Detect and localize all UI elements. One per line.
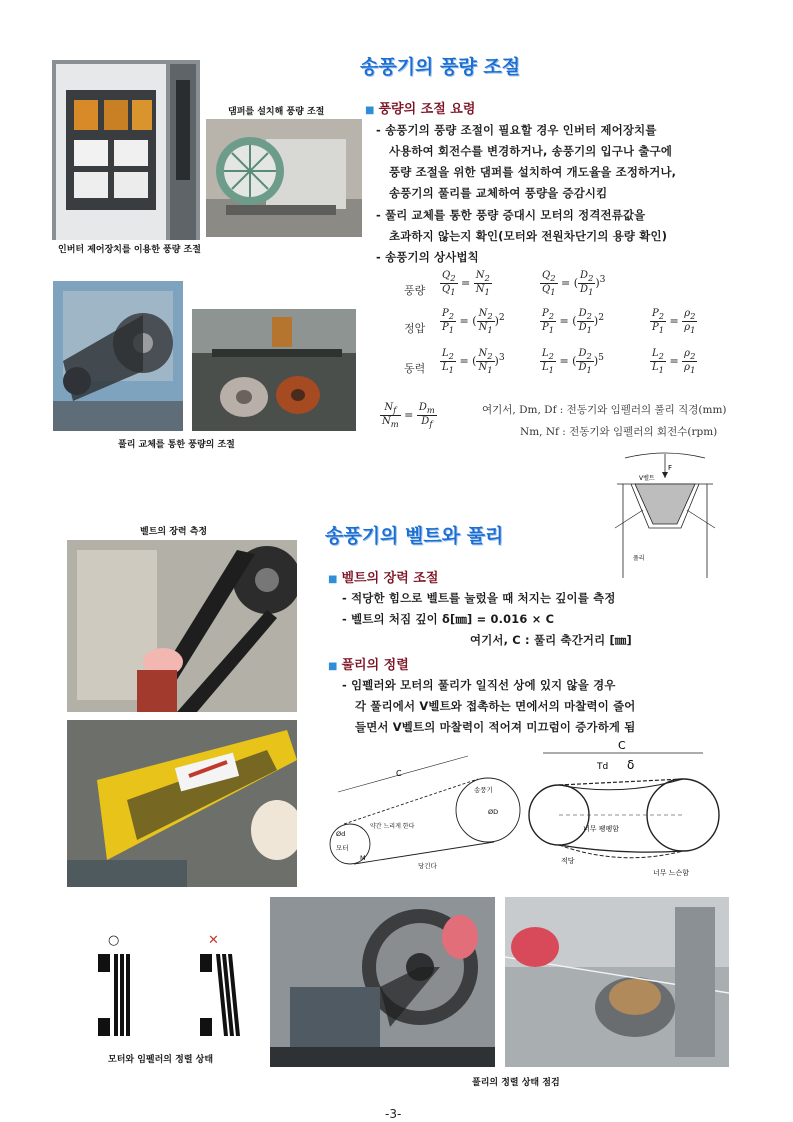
formula-pressure-d: $\frac{P_2}{P_1}$ = ( $\frac{D_2}{D_1}$ )$^2$ xyxy=(542,308,605,335)
section2-title: 송풍기의 벨트와 풀리 xyxy=(325,525,504,547)
airflow-line-3: 풍량 조절을 위한 댐퍼를 설치하여 개도율을 조정하거나, xyxy=(389,165,677,179)
pulley-caption: 풀리 교체를 통한 풍량의 조절 xyxy=(118,440,235,450)
fan-label: 송풍기 xyxy=(474,786,493,794)
formula-power-n: $\frac{L_2}{L_1}$ = ( $\frac{N_2}{N_1}$ )$^3$ xyxy=(442,348,505,375)
formula-pressure-n: $\frac{P_2}{P_1}$ = ( $\frac{N_2}{N_1}$ )$^2$ xyxy=(442,308,505,335)
tension-caption: 벨트의 장력 측정 xyxy=(140,527,208,537)
pulley-parts-photo xyxy=(192,309,356,431)
heading-belt-tension: ■ 벨트의 장력 조절 xyxy=(328,571,439,586)
airflow-line-7: - 송풍기의 상사법칙 xyxy=(376,250,479,264)
formula-flow-n: $\frac{Q_2}{Q_1}$ = $\frac{N_2}{N_1}$ xyxy=(442,270,490,297)
formula-power-d: $\frac{L_2}{L_1}$ = ( $\frac{D_2}{D_1}$ )$^5$ xyxy=(542,348,604,375)
formula-note-2: Nm, Nf : 전동기와 임펠러의 회전수(rpm) xyxy=(520,426,718,438)
belt-sag-diagram xyxy=(523,737,728,880)
tension-line-2: - 벨트의 처짐 깊이 δ[㎜] = 0.016 × C xyxy=(342,612,555,626)
formula-pressure-rho: $\frac{P_2}{P_1}$ = $\frac{\rho_2}{\rho_1}$ xyxy=(652,308,696,335)
alignment-line-1: - 임펠러와 모터의 풀리가 일직선 상에 있지 않을 경우 xyxy=(342,678,616,692)
law-label-pressure: 정압 xyxy=(404,322,426,335)
motor-M-label: M xyxy=(360,854,366,862)
pulley-label: 풀리 xyxy=(633,555,645,562)
heading-pulley-alignment: ■ 풀리의 정렬 xyxy=(328,658,409,673)
belt-tension-photo xyxy=(67,540,297,712)
motor-diameter-label: Ød xyxy=(336,830,346,838)
formula-speed-ratio: $\frac{N_f}{N_m}$ = $\frac{D_m}{D_f}$ xyxy=(382,402,435,429)
alignment-line-3: 들면서 V벨트의 마찰력이 적어져 미끄럼이 증가하게 됨 xyxy=(355,720,636,734)
formula-note-1: 여기서, Dm, Df : 전동기와 임펠러의 풀리 직경(mm) xyxy=(482,404,727,416)
inverter-caption: 인버터 제어장치를 이용한 풍량 조절 xyxy=(58,245,201,255)
airflow-line-6: 초과하지 않는지 확인(모터와 전원차단기의 용량 확인) xyxy=(389,229,668,243)
slight-label: 약간 느리게 한다 xyxy=(370,823,415,830)
airflow-line-1: - 송풍기의 풍량 조절이 필요할 경우 인버터 제어장치를 xyxy=(376,123,657,137)
airflow-line-2: 사용하여 회전수를 변경하거나, 송풍기의 입구나 출구에 xyxy=(389,144,673,158)
page-number: -3- xyxy=(385,1107,402,1121)
alignment-line-2: 각 풀리에서 V벨트와 접촉하는 면에서의 마찰력이 줄어 xyxy=(355,699,636,713)
airflow-line-5: - 풀리 교체를 통한 풍량 증대시 모터의 정격전류값을 xyxy=(376,208,646,222)
pulley-layout-diagram xyxy=(318,752,523,880)
heading-airflow-method: ■ 풍량의 조절 요령 xyxy=(365,102,476,117)
loose-label: 너무 느슨함 xyxy=(653,869,690,877)
tight-label: 너무 팽팽함 xyxy=(583,825,620,833)
sag-C-label: C xyxy=(618,739,626,752)
delta-label: δ xyxy=(627,758,635,772)
inverter-cabinet-photo xyxy=(52,60,200,240)
damper-caption: 댐퍼를 설치해 풍량 조절 xyxy=(228,107,325,117)
law-label-flow: 풍량 xyxy=(404,284,426,297)
td-label: Td xyxy=(597,762,609,772)
belt-cover-photo xyxy=(67,720,297,887)
aligned-ok-icon: ○ xyxy=(108,933,120,948)
alignment-state-diagram xyxy=(88,930,258,1040)
vbelt-cross-section-diagram xyxy=(595,448,735,583)
vbelt-label: V벨트 xyxy=(639,475,655,482)
damper-fan-photo xyxy=(206,119,362,237)
fan-pulley-photo xyxy=(53,281,183,431)
formula-power-rho: $\frac{L_2}{L_1}$ = $\frac{\rho_2}{\rho_1}$ xyxy=(652,348,696,375)
layout-C-label: C xyxy=(396,769,402,778)
formula-flow-d: $\frac{Q_2}{Q_1}$ = ( $\frac{D_2}{D_1}$ )$^3$ xyxy=(542,270,606,297)
force-label: F xyxy=(668,464,673,472)
pull-label: 당긴다 xyxy=(418,862,437,870)
proper-label: 적당 xyxy=(561,857,575,865)
tension-line-1: - 적당한 힘으로 벨트를 눌렀을 때 처지는 깊이를 측정 xyxy=(342,591,616,605)
motor-label: 모터 xyxy=(336,844,349,852)
tension-line-3: 여기서, C : 풀리 축간거리 [㎜] xyxy=(470,633,632,647)
law-label-power: 동력 xyxy=(404,362,426,375)
section1-title: 송풍기의 풍량 조절 xyxy=(360,56,521,78)
alignment-caption: 모터와 임펠러의 정렬 상태 xyxy=(108,1055,214,1065)
pulley-check-caption: 풀리의 정렬 상태 점검 xyxy=(472,1078,560,1088)
airflow-line-4: 송풍기의 풀리를 교체하여 풍량을 증감시킴 xyxy=(389,186,608,200)
pulley-check-photo-2 xyxy=(505,897,729,1067)
pulley-check-photo-1 xyxy=(270,897,495,1067)
misaligned-ng-icon: ✕ xyxy=(208,933,219,948)
fan-diameter-label: ØD xyxy=(488,808,499,816)
